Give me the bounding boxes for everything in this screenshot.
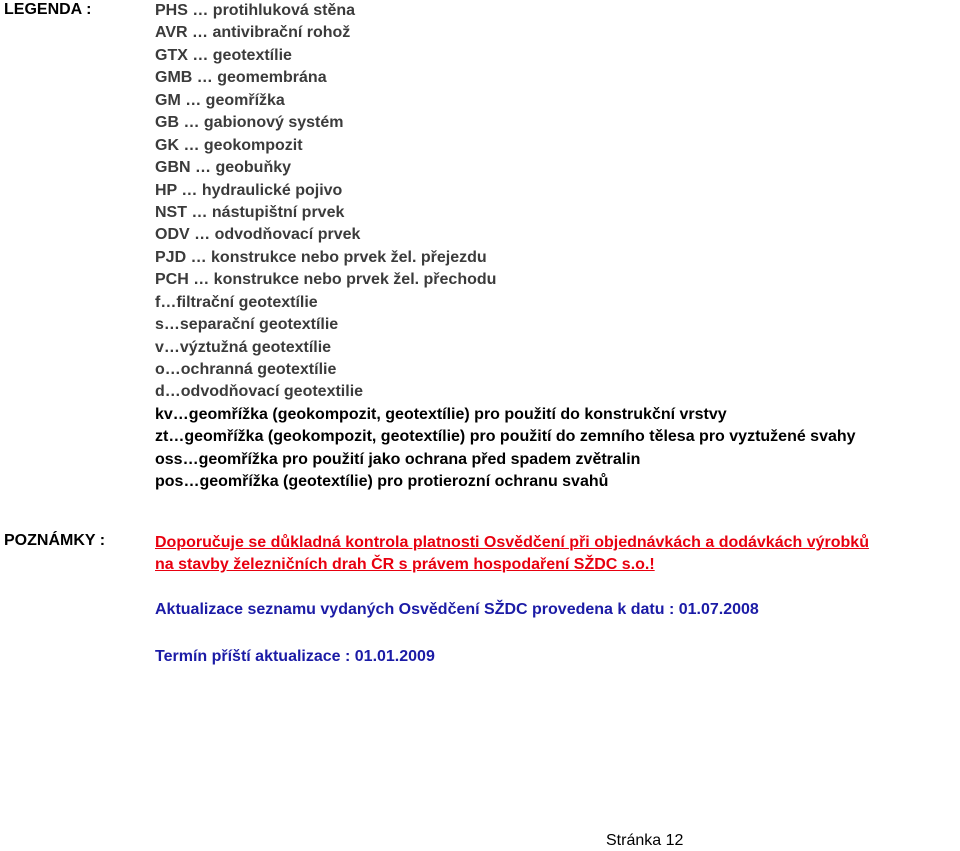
page-number: Stránka 12 — [606, 832, 684, 849]
notes-heading: POZNÁMKY : — [4, 532, 106, 549]
legend-item-d: d…odvodňovací geotextilie — [155, 383, 364, 401]
legend-item-gbn: GBN … geobuňky — [155, 159, 292, 177]
legend-item-v: v…výztužná geotextílie — [155, 338, 332, 356]
legend-item-gm: GM … geomřížka — [155, 91, 285, 109]
legend-item-hp: HP … hydraulické pojivo — [155, 181, 343, 199]
next-update-note: Termín příští aktualizace : 01.01.2009 — [155, 648, 435, 665]
recommendation-note — [155, 532, 869, 576]
legend-item-s: s…separační geotextílie — [155, 316, 339, 334]
legend-item-f: f…filtrační geotextílie — [155, 293, 318, 311]
legend-item-zt: zt…geomřížka (geokompozit, geotextílie) pro použití do zemního tělesa pro vyztužené svahy — [155, 428, 856, 446]
legend-list — [155, 1, 856, 495]
legend-heading: LEGENDA : — [4, 1, 92, 18]
legend-item-gk: GK … geokompozit — [155, 136, 303, 154]
recommendation-line-2: na stavby železničních drah ČR s právem hospodaření SŽDC s.o.! — [155, 556, 655, 573]
legend-item-phs: PHS … protihluková stěna — [155, 2, 356, 19]
update-note: Aktualizace seznamu vydaných Osvědčení SŽDC provedena k datu : 01.07.2008 — [155, 601, 759, 618]
legend-item-gmb: GMB … geomembrána — [155, 69, 327, 87]
legend-item-gb: GB … gabionový systém — [155, 114, 344, 132]
legend-item-pjd: PJD … konstrukce nebo prvek žel. přejezdu — [155, 248, 487, 266]
legend-item-nst: NST … nástupištní prvek — [155, 203, 345, 221]
legend-item-odv: ODV … odvodňovací prvek — [155, 226, 361, 244]
legend-item-oss: oss…geomřížka pro použití jako ochrana před spadem zvětralin — [155, 450, 641, 468]
legend-item-kv: kv…geomřížka (geokompozit, geotextílie) pro použití do konstrukční vrstvy — [155, 405, 727, 423]
legend-item-gtx: GTX … geotextílie — [155, 46, 292, 64]
legend-item-pos: pos…geomřížka (geotextílie) pro protierozní ochranu svahů — [155, 473, 609, 491]
recommendation-line-1: Doporučuje se důkladná kontrola platnosti Osvědčení při objednávkách a dodávkách výrobků — [155, 534, 869, 551]
legend-item-pch: PCH … konstrukce nebo prvek žel. přechodu — [155, 271, 497, 289]
legend-item-avr: AVR … antivibrační rohož — [155, 24, 351, 42]
legend-item-o: o…ochranná geotextílie — [155, 361, 337, 378]
